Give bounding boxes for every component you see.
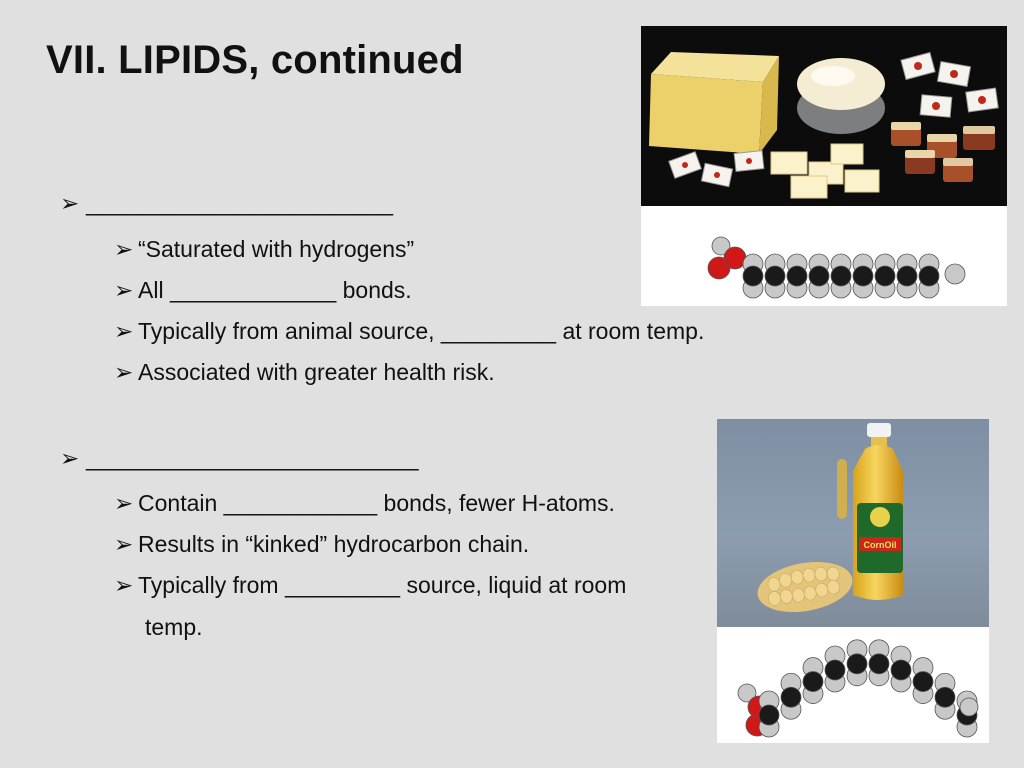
list-item-continuation: temp. [145,614,203,640]
corn-oil-label: CornOil [863,540,897,550]
carbon-atom [935,687,955,707]
arrow-bullet-icon: ➢ [60,190,80,216]
carbon-atom [787,266,807,286]
carbon-atom [891,660,911,680]
carbon-atom [781,687,801,707]
list-item-text: All _____________ bonds. [138,277,412,303]
arrow-bullet-icon: ➢ [114,490,134,516]
carbon-atom [825,660,845,680]
hydrogen-atom [960,698,978,716]
arrow-bullet-icon: ➢ [114,572,134,598]
carbon-atom [913,672,933,692]
arrow-bullet-icon: ➢ [114,359,134,385]
carbon-atom [897,266,917,286]
list-item-text: Typically from _________ source, liquid at room [138,572,627,598]
list-item-text: Results in “kinked” hydrocarbon chain. [138,531,530,557]
list-item [114,531,529,558]
oxygen-atom [724,247,746,269]
saturated-fatty-acid-model [641,206,1007,306]
list-item-text: Contain ____________ bonds, fewer H-atoms. [138,490,615,516]
list-item-text: Typically from animal source, _________ at room temp. [138,318,705,344]
carbon-atom [847,654,867,674]
list-item [114,359,495,386]
section-1-blank: ________________________ [86,190,393,216]
corn-oil-photo [717,419,989,627]
carbon-atom [853,266,873,286]
list-item [114,277,412,304]
list-item-text: “Saturated with hydrogens” [138,236,415,262]
carbon-atom [743,266,763,286]
carbon-atom [809,266,829,286]
unsaturated-fatty-acid-model [717,627,989,743]
carbon-atom [875,266,895,286]
slide-title: VII. LIPIDS, continued [46,38,464,82]
arrow-bullet-icon: ➢ [114,277,134,303]
hydrogen-atom [945,264,965,284]
carbon-atom [869,654,889,674]
arrow-bullet-icon: ➢ [60,445,80,471]
section-2-heading [60,445,419,472]
carbon-atom [765,266,785,286]
arrow-bullet-icon: ➢ [114,318,134,344]
list-item [114,490,615,517]
carbon-atom [831,266,851,286]
list-item [114,572,626,599]
list-item [114,318,704,345]
butter-photo [641,26,1007,206]
list-item-text: Associated with greater health risk. [138,359,495,385]
carbon-atom [759,705,779,725]
section-2-blank: __________________________ [86,445,419,471]
arrow-bullet-icon: ➢ [114,531,134,557]
carbon-atom [919,266,939,286]
arrow-bullet-icon: ➢ [114,236,134,262]
section-1-heading [60,190,393,217]
carbon-atom [803,672,823,692]
list-item [114,236,414,263]
